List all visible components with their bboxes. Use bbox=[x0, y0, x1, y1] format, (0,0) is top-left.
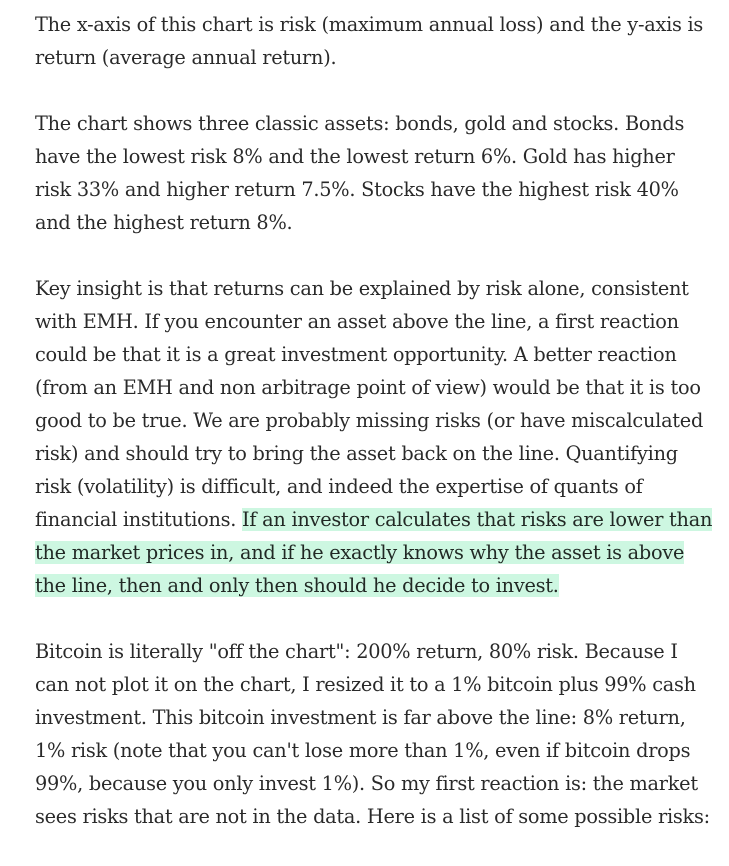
highlighted-text[interactable]: If an investor calculates that risks are lower than the market prices in, and if he exactly knows why the asset is above the line, then and only then should he decide to invest. bbox=[35, 508, 713, 597]
paragraph-text: Bitcoin is literally "off the chart": 200% return, 80% risk. Because I can not plot it on the chart, I resized it to a 1% bitcoin plus 99% cash investment. This bitcoin investment is far above the line: 8% return, 1% risk (note that you can't lose more than 1%, even if bitcoin drops 99%, because you only invest 1%). So my first reaction is: the market sees risks that are not in the data. Here is a list of some possible risks: bbox=[35, 640, 710, 828]
article-body bbox=[35, 8, 715, 866]
paragraph-axes bbox=[35, 8, 715, 74]
paragraph-assets bbox=[35, 107, 715, 239]
paragraph-text: The chart shows three classic assets: bonds, gold and stocks. Bonds have the lowest risk 8% and the lowest return 6%. Gold has higher risk 33% and higher return 7.5%. Stocks have the highest risk 40% and the highest return 8%. bbox=[35, 112, 685, 234]
paragraph-text: The x-axis of this chart is risk (maximum annual loss) and the y-axis is return (average annual return). bbox=[35, 13, 704, 69]
paragraph-bitcoin bbox=[35, 635, 715, 833]
paragraph-text: Key insight is that returns can be explained by risk alone, consistent with EMH. If you encounter an asset above the line, a first reaction could be that it is a great investment opportunity. A better reaction (from an EMH and non arbitrage point of view) would be that it is too good to be true. We are probably missing risks (or have miscalculated risk) and should try to bring the asset back on the line. Quantifying risk (volatility) is difficult, and indeed the expertise of quants of financial institutions. bbox=[35, 277, 704, 531]
paragraph-key-insight bbox=[35, 272, 715, 602]
